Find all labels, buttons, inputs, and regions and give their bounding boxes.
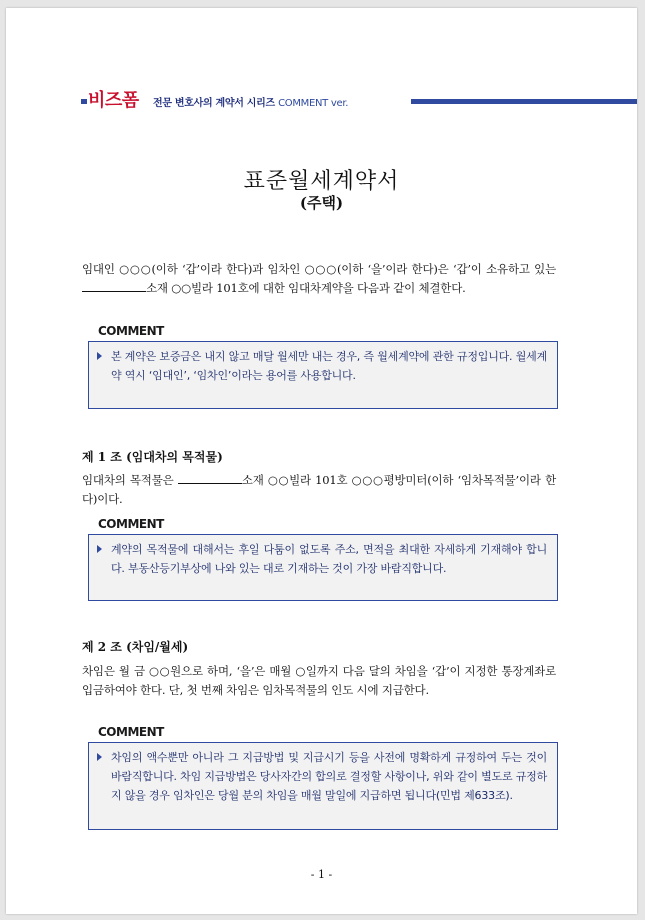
comment-box	[88, 742, 558, 830]
header-banner	[6, 90, 637, 110]
series-name: 전문 변호사의 계약서 시리즈	[153, 98, 275, 109]
comment-text: 본 계약은 보증금은 내지 않고 매달 월세만 내는 경우, 즉 월세계약에 관한 규정입니다. 월세계약 역시 ‘임대인’, ‘임차인’이라는 용어를 사용합니다.	[111, 350, 547, 382]
article-text: 차임은 월 금 ○○원으로 하며, ‘을’은 매월 ○일까지 다음 달의 차임을 ‘갑’이 지정한 통장계좌로 입금하여야 한다. 단, 첫 번째 차임은 임차목적물의 인도 시에 지급한다.	[82, 664, 556, 697]
brand-logo: 비즈폼	[88, 90, 139, 111]
bullet-arrow-icon	[97, 545, 102, 553]
intro-text-1: 임대인 ○○○(이하 ‘갑’이라 한다)과 임차인 ○○○(이하 ‘을’이라 한다)은 ‘갑’이 소유하고 있는	[82, 262, 556, 276]
banner-bar-left	[81, 99, 87, 104]
comment-label: COMMENT	[98, 324, 164, 338]
series-version: COMMENT ver.	[278, 98, 349, 109]
article-heading: 제 2 조 (차임/월세)	[82, 640, 189, 654]
article-text-2: 소재 ○○빌라 101호 ○○○평방미터(이하 ‘임차목적물’이라 한다)이다.	[82, 473, 556, 506]
comment-label: COMMENT	[98, 517, 164, 531]
document-title: 표준월세계약서	[243, 169, 400, 194]
document-subtitle: (주택)	[299, 194, 344, 212]
blank-field	[178, 473, 242, 484]
document-page	[6, 8, 637, 914]
intro-paragraph	[82, 260, 556, 298]
comment-box	[88, 534, 558, 601]
banner-bar-right	[411, 99, 637, 104]
comment-text: 차임의 액수뿐만 아니라 그 지급방법 및 지급시기 등을 사전에 명확하게 규정하여 두는 것이 바람직합니다. 차임 지급방법은 당사자간의 합의로 결정할 사항이나, 위와 같이 별도로 규정하지 않을 경우 임차인은 당월 분의 차임을 매월 말일에 지급하면 됩니다(민법 제633조).	[111, 751, 547, 802]
comment-text: 계약의 목적물에 대해서는 후일 다툼이 없도록 주소, 면적을 최대한 자세하게 기재해야 합니다. 부동산등기부상에 나와 있는 대로 기재하는 것이 가장 바람직합니다.	[111, 543, 547, 575]
bullet-arrow-icon	[97, 352, 102, 360]
comment-label: COMMENT	[98, 725, 164, 739]
article-text	[82, 471, 556, 509]
article-heading: 제 1 조 (임대차의 목적물)	[82, 450, 223, 464]
series-title	[153, 94, 348, 109]
article-text-1: 임대차의 목적물은	[82, 473, 178, 487]
comment-box	[88, 341, 558, 409]
intro-text-2: 소재 ○○빌라 101호에 대한 임대차계약을 다음과 같이 체결한다.	[146, 281, 466, 295]
page-number: - 1 -	[310, 868, 333, 881]
blank-field	[82, 281, 146, 292]
bullet-arrow-icon	[97, 753, 102, 761]
